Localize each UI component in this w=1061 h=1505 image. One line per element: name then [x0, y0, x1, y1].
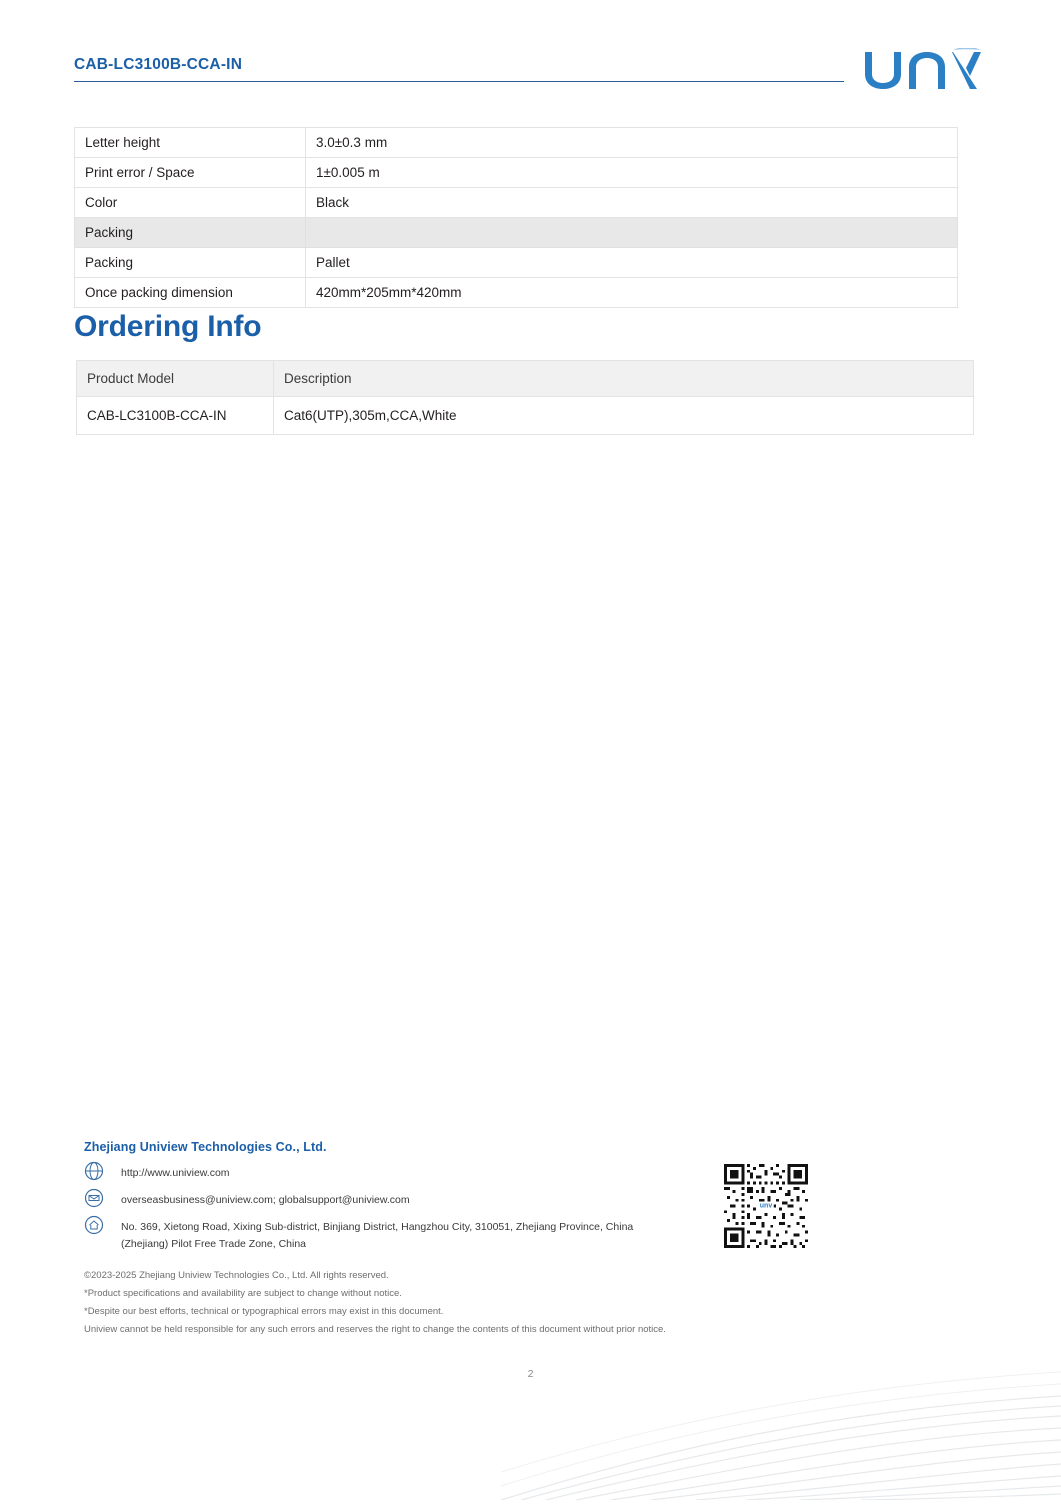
- specification-table: [74, 127, 958, 308]
- email-text[interactable]: overseasbusiness@uniview.com; globalsupport@uniview.com: [121, 1194, 410, 1206]
- table-row: [77, 397, 974, 435]
- legal-line-4: Uniview cannot be held responsible for any such errors and reserves the right to change the contents of this document without prior notice.: [84, 1323, 666, 1335]
- ordering-info-heading: Ordering Info: [74, 310, 262, 343]
- table-row: [75, 158, 958, 188]
- spec-section-label: Packing: [75, 218, 306, 248]
- table-row: [75, 188, 958, 218]
- address-line-1: No. 369, Xietong Road, Xixing Sub-district, Binjiang District, Hangzhou City, 310051, Zhejiang Province, China: [121, 1221, 634, 1233]
- contact-email-row: [84, 1191, 984, 1211]
- spec-value: Pallet: [306, 248, 958, 278]
- header-divider: [74, 81, 844, 82]
- ordering-info-table: [76, 360, 974, 435]
- address-block: [121, 1218, 633, 1254]
- qr-code: [724, 1164, 808, 1248]
- mail-icon: [84, 1188, 104, 1208]
- legal-line-2: *Product specifications and availability are subject to change without notice.: [84, 1287, 402, 1299]
- address-line-2: (Zhejiang) Pilot Free Trade Zone, China: [121, 1238, 307, 1251]
- qr-center-label: unv: [759, 1202, 773, 1210]
- column-header-product-model: Product Model: [77, 361, 274, 397]
- page-title: CAB-LC3100B-CCA-IN: [74, 56, 243, 73]
- legal-notice: [84, 1267, 984, 1339]
- table-header-row: [77, 361, 974, 397]
- column-header-description: Description: [274, 361, 974, 397]
- spec-value: 420mm*205mm*420mm: [306, 278, 958, 308]
- cell-description: Cat6(UTP),305m,CCA,White: [274, 397, 974, 435]
- page-footer: [84, 1140, 984, 1339]
- home-icon: [84, 1215, 104, 1235]
- website-text[interactable]: http://www.uniview.com: [121, 1167, 230, 1179]
- page-header: [74, 48, 987, 100]
- table-row: [75, 248, 958, 278]
- spec-value: 3.0±0.3 mm: [306, 128, 958, 158]
- legal-line-3: *Despite our best efforts, technical or typographical errors may exist in this document.: [84, 1305, 444, 1317]
- spec-label: Packing: [75, 248, 306, 278]
- table-row: [75, 278, 958, 308]
- spec-label: Color: [75, 188, 306, 218]
- page-number: 2: [527, 1368, 534, 1380]
- table-row: [75, 128, 958, 158]
- spec-label: Once packing dimension: [75, 278, 306, 308]
- table-section-row: [75, 218, 958, 248]
- spec-label: Letter height: [75, 128, 306, 158]
- company-name: Zhejiang Uniview Technologies Co., Ltd.: [84, 1140, 327, 1154]
- unv-logo-icon: [857, 48, 987, 94]
- contact-address-row: [84, 1218, 984, 1254]
- cell-product-model: CAB-LC3100B-CCA-IN: [77, 397, 274, 435]
- legal-line-1: ©2023-2025 Zhejiang Uniview Technologies Co., Ltd. All rights reserved.: [84, 1269, 389, 1281]
- spec-label: Print error / Space: [75, 158, 306, 188]
- spec-value: 1±0.005 m: [306, 158, 958, 188]
- globe-icon: [84, 1161, 104, 1181]
- spec-value: Black: [306, 188, 958, 218]
- spec-section-empty: [306, 218, 958, 248]
- contact-website-row: [84, 1164, 984, 1184]
